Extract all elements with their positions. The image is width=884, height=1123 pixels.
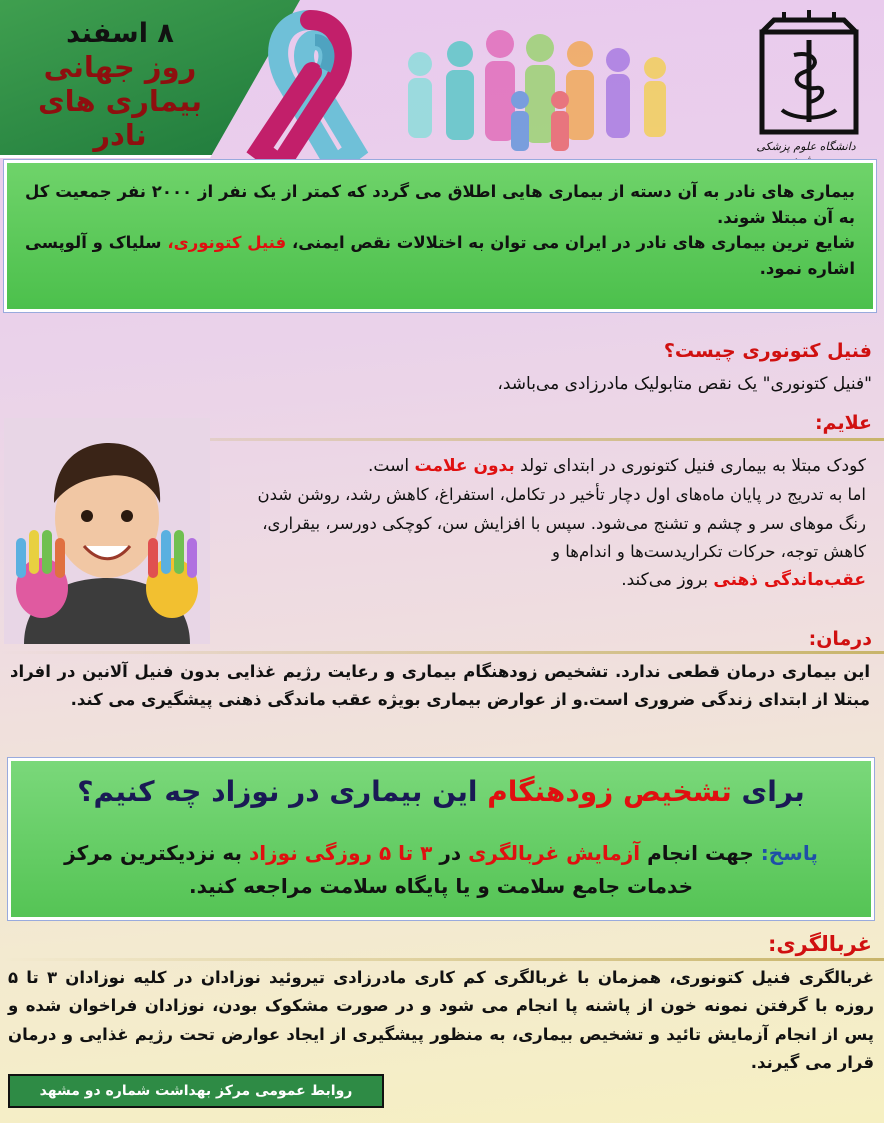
symptoms-l1-after: است. xyxy=(368,456,415,476)
event-title-line1: روز جهانی xyxy=(43,49,197,84)
intro-paragraph-1: بیماری های نادر به آن دسته از بیماری هایی اطلاق می گردد که کمتر از یک نفر از ۲۰۰۰ نفر جمعیت کل به آن مبتلا شوند. xyxy=(25,182,855,227)
intro-box xyxy=(4,160,876,312)
symptoms-last-after: بروز می‌کند. xyxy=(621,570,714,591)
header-title xyxy=(10,18,230,153)
intro-p2-text: شایع ترین بیماری های نادر در ایران می توان به اختلالات نقص ایمنی، xyxy=(286,233,855,253)
symptoms-body: اما به تدریج در پایان ماه‌های اول دچار تأخیر در تکامل، استفراغ، کاهش رشد، روشن شدن رنگ موهای سر و چشم و تشنج می‌شود. سپس با افزایش سن، کوچکی دورسر، بیقراری، کاهش توجه، حرکات تکراریدست‌ها و اندام‌ها و xyxy=(257,485,866,561)
screening-question-box xyxy=(8,758,874,920)
pku-question-heading: فنیل کتونوری چیست؟ xyxy=(663,340,872,362)
answer-part-2: در xyxy=(432,841,469,865)
people-illustration xyxy=(390,14,690,164)
screening-text: غربالگری فنیل کتونوری، همزمان با غربالگری کم کاری مادرزادی تیروئید نوزادان در کلیه نوزادان ۳ تا ۵ روزه با گرفتن نمونه خون از پاشنه پا انجام می شود و در صورت مشکوک بودن، نوزادان فراخوان شده و پس از انجام آزمایش تائید و تشخیص بیماری، به منظور پیشگیری از ایجاد عوارض تحت رژیم غذایی و درمان قرار می گیرند. xyxy=(8,968,874,1073)
footer-credit: روابط عمومی مرکز بهداشت شماره دو مشهد xyxy=(8,1074,384,1108)
university-logo xyxy=(754,10,864,140)
symptoms-last-highlight: عقب‌ماندگی ذهنی xyxy=(713,570,866,591)
intro-p2-highlight: فنیل کتونوری، xyxy=(167,233,287,253)
child-photo xyxy=(4,418,210,644)
screening-heading: غربالگری: xyxy=(768,932,872,956)
painted-hand-left xyxy=(16,530,68,618)
university-name: دانشگاه علوم پزشکی xyxy=(756,140,856,153)
symptoms-l1-text: کودک مبتلا به بیماری فنیل کتونوری در ابتدای تولد xyxy=(514,456,866,476)
symptoms-l1-highlight: بدون علامت xyxy=(414,456,515,476)
pku-definition: "فنیل کتونوری" یک نقص متابولیک مادرزادی می‌باشد، xyxy=(497,374,872,394)
treatment-divider xyxy=(0,651,884,654)
symptoms-last-line xyxy=(226,566,866,595)
event-date: ۸ اسفند xyxy=(66,18,174,49)
screen-q-highlight: تشخیص زودهنگام xyxy=(487,775,732,808)
intro-paragraph-2 xyxy=(25,230,855,281)
answer-highlight-2: ۳ تا ۵ روزگی نوزاد xyxy=(249,841,433,865)
answer-part-3: به نزدیکترین مرکز خدمات جامع سلامت و یا پایگاه سلامت مراجعه کنید. xyxy=(64,841,693,898)
symptoms-text xyxy=(226,452,866,596)
intro-p2-after: سلیاک و آلوپسی اشاره نمود. xyxy=(25,233,855,278)
event-title-line2: بیماری های نادر xyxy=(37,84,202,153)
awareness-ribbon-icon xyxy=(240,10,380,170)
screen-q-before: برای xyxy=(731,775,805,808)
answer-label: پاسخ: xyxy=(760,841,818,865)
symptoms-line-1 xyxy=(226,452,866,481)
treatment-text: این بیماری درمان قطعی ندارد. تشخیص زودهنگام بیماری و رعایت رژیم غذایی بدون فنیل آلانین در افراد مبتلا از ابتدای زندگی ضروری است.و از عوارض بیماری بویژه عقب ماندگی ذهنی پیشگیری می کند. xyxy=(10,662,870,710)
answer-part-1: جهت انجام xyxy=(640,841,761,865)
answer-highlight-1: آزمایش غربالگری xyxy=(468,841,641,865)
screen-q-after: این بیماری در نوزاد چه کنیم؟ xyxy=(77,775,488,808)
screening-answer xyxy=(35,837,847,903)
screening-divider xyxy=(0,958,884,961)
symptoms-heading: علایم: xyxy=(814,412,872,434)
screening-question xyxy=(11,775,871,808)
treatment-heading: درمان: xyxy=(808,628,872,650)
